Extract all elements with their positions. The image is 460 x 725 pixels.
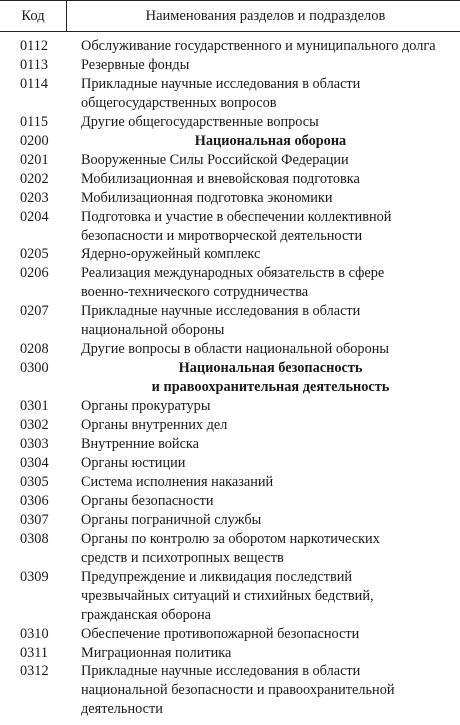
row-name: Миграционная политика	[81, 644, 232, 661]
row-name: Органы безопасности	[81, 492, 214, 509]
row-code: 0112	[20, 38, 49, 54]
row-code: 0203	[20, 189, 49, 206]
table-row	[0, 113, 460, 132]
row-name: Обслуживание государственного и муниципального долга	[81, 38, 436, 54]
table-header	[0, 0, 460, 32]
table-row	[0, 208, 460, 246]
row-code: 0207	[20, 303, 49, 320]
row-name: Органы прокуратуры	[81, 398, 211, 415]
row-code: 0113	[20, 56, 49, 73]
table-row	[0, 340, 460, 359]
row-code: 0115	[20, 113, 49, 130]
row-name: Система исполнения наказаний	[81, 473, 274, 490]
table-row	[0, 397, 460, 416]
section-row	[0, 132, 460, 151]
row-name: Органы по контролю за оборотом наркотических средств и психотропных веществ	[81, 530, 380, 566]
table-row	[0, 302, 460, 340]
table-row	[0, 416, 460, 435]
table-row	[0, 530, 460, 568]
row-name: Реализация международных обязательств в сфере военно-технического сотрудничества	[81, 265, 385, 301]
table-row	[0, 170, 460, 189]
row-code: 0303	[20, 436, 49, 453]
table-row	[0, 245, 460, 264]
table-row	[0, 568, 460, 625]
row-name: Внутренние войска	[81, 436, 199, 453]
row-code: 0305	[20, 473, 49, 490]
column-header-code: Код	[0, 1, 67, 31]
row-code: 0311	[20, 644, 49, 661]
table-row	[0, 264, 460, 302]
row-name: Прикладные научные исследования в области национальной обороны	[81, 303, 361, 339]
section-row	[0, 359, 460, 397]
row-code: 0114	[20, 75, 49, 92]
table-row	[0, 435, 460, 454]
table-body	[0, 37, 460, 719]
row-name: Другие вопросы в области национальной обороны	[81, 341, 389, 358]
table-row	[0, 511, 460, 530]
table-row	[0, 189, 460, 208]
column-header-name: Наименования разделов и подразделов	[145, 8, 386, 24]
row-code: 0308	[20, 530, 49, 547]
row-name: Органы юстиции	[81, 454, 186, 471]
table-row	[0, 37, 460, 56]
section-title: Национальная безопасность и правоохранительная деятельность	[151, 360, 390, 396]
row-name: Ядерно-оружейный комплекс	[81, 246, 261, 263]
row-code: 0312	[20, 663, 49, 680]
row-name: Подготовка и участие в обеспечении коллективной безопасности и миротворческой деятельности	[81, 208, 392, 244]
row-code: 0301	[20, 398, 49, 415]
row-code: 0300	[20, 360, 49, 377]
table-row	[0, 644, 460, 663]
row-code: 0208	[20, 341, 49, 358]
row-name: Обеспечение противопожарной безопасности	[81, 625, 360, 642]
row-name: Мобилизационная подготовка экономики	[81, 189, 333, 206]
row-code: 0310	[20, 625, 49, 642]
row-name: Резервные фонды	[81, 56, 190, 73]
row-code: 0200	[20, 132, 49, 149]
row-name: Предупреждение и ликвидация последствий чрезвычайных ситуаций и стихийных бедствий, гражданская оборона	[81, 568, 374, 623]
row-code: 0202	[20, 170, 49, 187]
table-row	[0, 662, 460, 719]
table-row	[0, 75, 460, 113]
row-name: Мобилизационная и вневойсковая подготовка	[81, 170, 360, 187]
table-row	[0, 56, 460, 75]
row-name: Другие общегосударственные вопросы	[81, 113, 319, 130]
row-name: Прикладные научные исследования в области национальной безопасности и правоохранительной деятельности	[81, 663, 395, 718]
row-code: 0307	[20, 511, 49, 528]
row-code: 0302	[20, 417, 49, 434]
row-code: 0205	[20, 246, 49, 263]
row-name: Вооруженные Силы Российской Федерации	[81, 151, 349, 168]
row-code: 0306	[20, 492, 49, 509]
table-row	[0, 151, 460, 170]
row-code: 0206	[20, 265, 49, 282]
row-name: Органы внутренних дел	[81, 417, 228, 434]
section-title: Национальная оборона	[194, 132, 347, 149]
table-row	[0, 473, 460, 492]
table-row	[0, 625, 460, 644]
table-row	[0, 454, 460, 473]
row-code: 0204	[20, 208, 49, 225]
row-code: 0304	[20, 454, 49, 471]
row-name: Органы пограничной службы	[81, 511, 262, 528]
row-code: 0309	[20, 568, 49, 585]
table-row	[0, 492, 460, 511]
row-name: Прикладные научные исследования в области общегосударственных вопросов	[81, 75, 361, 111]
row-code: 0201	[20, 151, 49, 168]
